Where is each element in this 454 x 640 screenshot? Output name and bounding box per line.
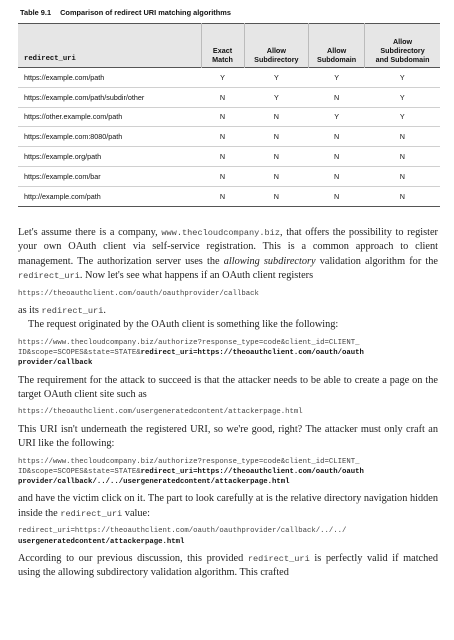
table-row (18, 87, 440, 107)
inline-code: redirect_uri (18, 271, 80, 282)
cell-match-result: Y (334, 72, 339, 82)
cell-match-result: N (334, 191, 340, 201)
cell-redirect-uri: https://other.example.com/path (24, 112, 123, 122)
text-run: . (103, 304, 106, 316)
code-highlight: provider/callback (18, 359, 93, 368)
header-allow-subdirectory-and-subdomain: Allow Subdirectory and Subdomain (365, 24, 440, 68)
header-redirect-uri: redirect_uri (18, 24, 201, 68)
table-header-row (18, 24, 440, 68)
cell-match-result: N (273, 152, 279, 162)
code-block-4 (18, 457, 438, 488)
table-row (18, 186, 440, 206)
body-text (18, 226, 438, 581)
table-row (18, 147, 440, 167)
paragraph-6 (18, 492, 438, 521)
cell-match-result: Y (399, 72, 405, 82)
cell-match-result: N (219, 92, 226, 102)
header-allow-subdomain: Allow Subdomain (309, 24, 365, 68)
cell-match-result: N (334, 152, 340, 162)
code-highlight: redirect_uri=https://theoauthclient.com/oauth/oauth (140, 349, 364, 358)
inline-code: redirect_uri (60, 508, 123, 519)
code-highlight: redirect_uri=https://theoauthclient.com/oauth/oauth (140, 467, 364, 476)
text-run: as its (18, 304, 42, 316)
cell-match-result: Y (273, 92, 279, 102)
cell-match-result: N (399, 152, 405, 162)
table-row (18, 166, 440, 186)
domain-code: www.thecloudcompany.biz (161, 228, 280, 238)
table-row (18, 107, 440, 127)
table-row (18, 127, 440, 147)
text-run: . Now let's see what happens if an OAuth client registers (79, 270, 314, 282)
code-line: https://www.thecloudcompany.biz/authorize?response_type=code&client_id=CLIENT_ (18, 338, 360, 347)
text-run: Let's assume there is a company, (18, 227, 162, 238)
code-line: ID&scope=SCOPES&state=STATE& (18, 467, 141, 476)
cell-match-result: N (219, 191, 226, 201)
cell-match-result: Y (334, 112, 339, 122)
comparison-table (18, 23, 440, 207)
cell-match-result: N (273, 171, 279, 181)
paragraph-3: The request originated by the OAuth client is something like the following: (28, 319, 339, 331)
text-run: value: (122, 507, 150, 519)
cell-match-result: N (399, 132, 405, 142)
cell-match-result: Y (273, 72, 279, 82)
code-line: ID&scope=SCOPES&state=STATE& (18, 349, 141, 358)
table-number: Table 9.1 (20, 8, 52, 17)
paragraph-5: This URI isn't underneath the registered URI, so we're good, right? The attacker must only craft an URI like the following: (18, 423, 438, 450)
cell-match-result: Y (399, 92, 405, 102)
inline-code: redirect_uri (41, 305, 104, 316)
text-run: , that offers the possibility to register your own OAuth client via self-service registration. This is a common approach to client management. The authorization server uses the (18, 227, 438, 267)
cell-match-result: N (219, 171, 226, 181)
text-run: and have the victim click on it. The part to look carefully at is the relative directory navigation hidden inside the (18, 493, 438, 519)
text-run: validation algorithm for the (315, 255, 438, 267)
paragraph-2 (18, 304, 438, 318)
cell-match-result: N (334, 171, 340, 181)
code-highlight: usergeneratedcontent/attackerpage.html (18, 537, 185, 546)
text-run: is perfectly valid if matched using the allowing subdirectory validation algorithm. This crafted (18, 552, 438, 579)
table-caption (20, 8, 440, 17)
cell-match-result: N (334, 92, 340, 102)
paragraph-1 (18, 226, 438, 284)
cell-match-result: N (273, 112, 279, 122)
inline-code: redirect_uri (247, 553, 310, 564)
code-block-1: https://theoauthclient.com/oauth/oauthprovider/callback (18, 289, 259, 298)
code-line: https://www.thecloudcompany.biz/authorize?response_type=code&client_id=CLIENT_ (18, 457, 360, 466)
cell-match-result: N (219, 132, 226, 142)
cell-match-result: N (399, 191, 405, 201)
cell-match-result: N (273, 132, 279, 142)
italic-term: allowing subdirectory (223, 255, 316, 267)
paragraph-4: The requirement for the attack to succeed is that the attacker needs to be able to create a page on the target OAuth client site such as (18, 374, 438, 401)
table-body (18, 68, 440, 207)
table-section (18, 8, 440, 207)
cell-redirect-uri: https://example.com/bar (24, 171, 101, 181)
text-run: According to our previous discussion, this provided (18, 552, 248, 564)
table-row (18, 68, 440, 88)
cell-redirect-uri: https://example.com/path/subdir/other (24, 92, 145, 102)
paragraph-7 (18, 552, 438, 581)
cell-match-result: N (334, 132, 340, 142)
code-block-2 (18, 338, 438, 369)
table-title: Comparison of redirect URI matching algorithms (60, 8, 231, 17)
cell-match-result: N (273, 191, 279, 201)
cell-match-result: Y (220, 72, 225, 82)
cell-redirect-uri: https://example.com/path (24, 72, 105, 82)
cell-redirect-uri: http://example.com/path (24, 191, 101, 201)
cell-match-result: N (219, 112, 226, 122)
header-allow-subdirectory: Allow Subdirectory (244, 24, 309, 68)
cell-redirect-uri: https://example.org/path (24, 152, 102, 162)
code-line: redirect_uri=https://theoauthclient.com/oauth/oauthprovider/callback/../../ (18, 527, 347, 536)
cell-match-result: Y (399, 112, 405, 122)
header-exact-match: Exact Match (201, 24, 244, 68)
cell-match-result: N (399, 171, 405, 181)
cell-redirect-uri: https://example.com:8080/path (24, 132, 123, 142)
cell-match-result: N (219, 152, 226, 162)
code-block-5 (18, 526, 438, 547)
code-block-3: https://theoauthclient.com/usergeneratedcontent/attackerpage.html (18, 408, 303, 417)
code-highlight: provider/callback/../../usergeneratedcontent/attackerpage.html (18, 478, 290, 487)
